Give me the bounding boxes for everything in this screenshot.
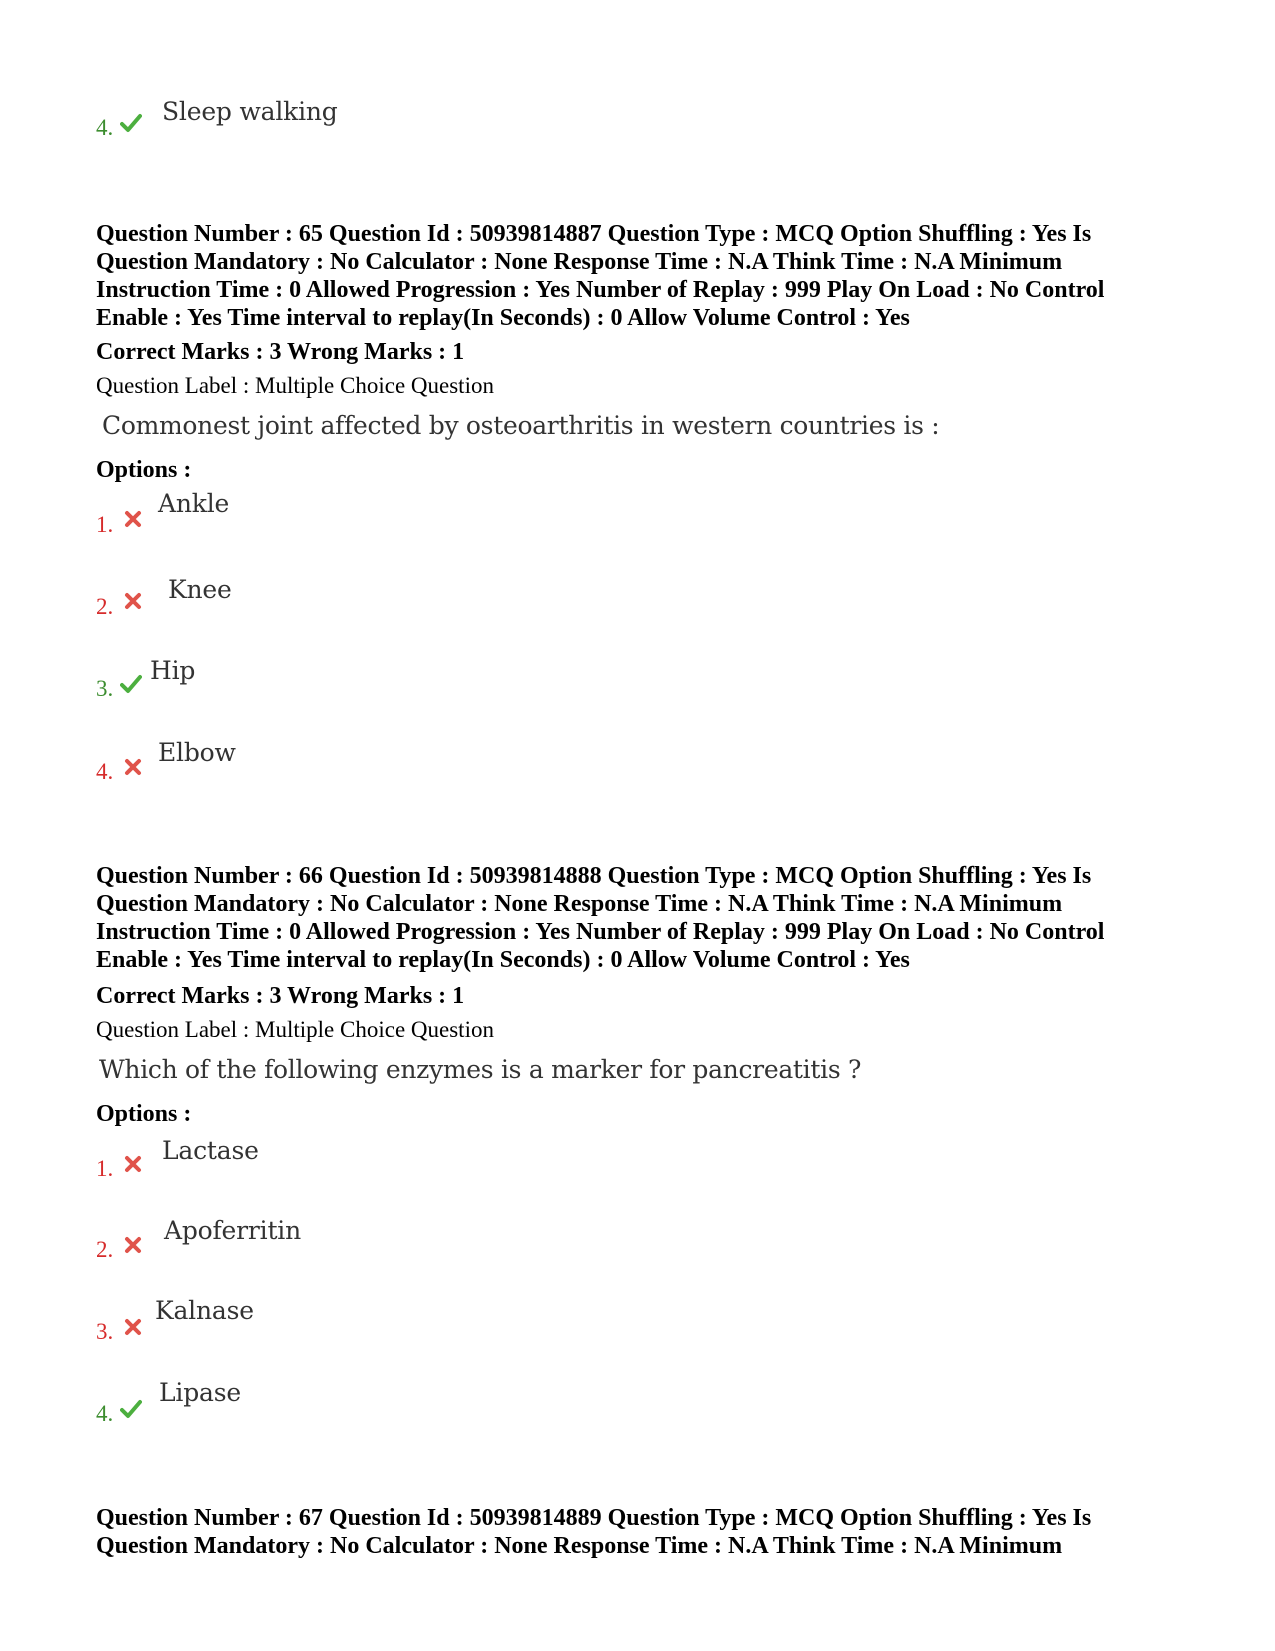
- check-icon: [120, 673, 142, 695]
- check-icon: [120, 1398, 142, 1420]
- question-marks: Correct Marks : 3 Wrong Marks : 1: [96, 983, 465, 1009]
- question-meta: [96, 1504, 1196, 1560]
- option-text: Ankle: [158, 489, 230, 518]
- cross-icon: [122, 1316, 144, 1338]
- cross-icon: [122, 1153, 144, 1175]
- meta-line: Instruction Time : 0 Allowed Progression : Yes Number of Replay : 999 Play On Load : No Control: [96, 919, 1105, 945]
- meta-line: Question Mandatory : No Calculator : None Response Time : N.A Think Time : N.A Minimum: [96, 249, 1063, 275]
- meta-line: Enable : Yes Time interval to replay(In Seconds) : 0 Allow Volume Control : Yes: [96, 947, 910, 973]
- option-text: Lipase: [159, 1378, 241, 1407]
- option-text: Knee: [168, 575, 232, 604]
- meta-line: Question Mandatory : No Calculator : None Response Time : N.A Think Time : N.A Minimum: [96, 891, 1063, 917]
- question-label: Question Label : Multiple Choice Question: [96, 373, 494, 398]
- meta-line: Question Mandatory : No Calculator : None Response Time : N.A Think Time : N.A Minimum: [96, 1533, 1063, 1559]
- option-number: 1.: [96, 512, 114, 537]
- meta-line: Instruction Time : 0 Allowed Progression : Yes Number of Replay : 999 Play On Load : No Control: [96, 277, 1105, 303]
- option-number: 3.: [96, 676, 114, 701]
- option-text: Kalnase: [155, 1296, 254, 1325]
- meta-line: Question Number : 66 Question Id : 50939814888 Question Type : MCQ Option Shuffling : Yes Is: [96, 863, 1092, 889]
- option-text: Elbow: [158, 738, 236, 767]
- options-heading: Options :: [96, 457, 192, 483]
- option-number: 3.: [96, 1319, 114, 1344]
- meta-line: Enable : Yes Time interval to replay(In Seconds) : 0 Allow Volume Control : Yes: [96, 305, 910, 331]
- question-text: Which of the following enzymes is a marker for pancreatitis ?: [99, 1055, 862, 1084]
- option-number: 2.: [96, 594, 114, 619]
- check-icon: [120, 112, 142, 134]
- question-meta: [96, 862, 1196, 974]
- option-text: Sleep walking: [162, 97, 338, 126]
- cross-icon: [122, 590, 144, 612]
- question-label: Question Label : Multiple Choice Question: [96, 1017, 494, 1042]
- meta-line: Question Number : 65 Question Id : 50939814887 Question Type : MCQ Option Shuffling : Yes Is: [96, 221, 1092, 247]
- option-number: 4.: [96, 759, 114, 784]
- cross-icon: [122, 756, 144, 778]
- cross-icon: [122, 1234, 144, 1256]
- option-text: Lactase: [162, 1136, 259, 1165]
- meta-line: Question Number : 67 Question Id : 50939814889 Question Type : MCQ Option Shuffling : Yes Is: [96, 1505, 1092, 1531]
- option-number: 1.: [96, 1156, 114, 1181]
- question-text: Commonest joint affected by osteoarthritis in western countries is :: [102, 411, 940, 440]
- options-heading: Options :: [96, 1101, 192, 1127]
- option-number: 2.: [96, 1237, 114, 1262]
- option-text: Apoferritin: [164, 1216, 301, 1245]
- option-text: Hip: [150, 656, 196, 685]
- question-meta: [96, 220, 1196, 332]
- option-number: 4.: [96, 1401, 114, 1426]
- option-number: 4.: [96, 115, 114, 140]
- cross-icon: [122, 508, 144, 530]
- question-marks: Correct Marks : 3 Wrong Marks : 1: [96, 339, 465, 365]
